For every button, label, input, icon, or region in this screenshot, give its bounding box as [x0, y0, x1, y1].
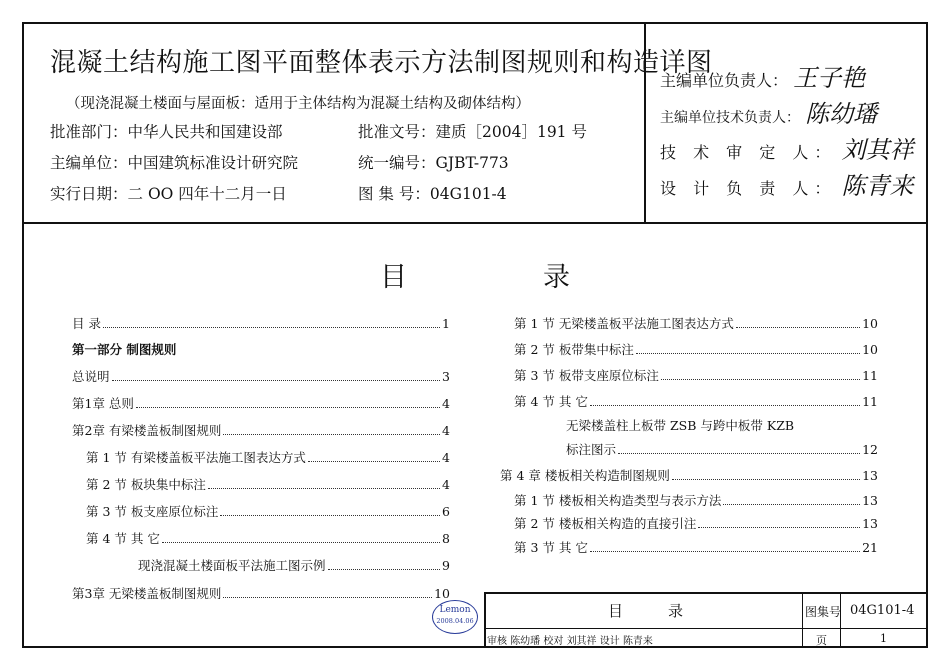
responsible-label: 主编单位负责人： [660, 71, 789, 90]
toc-entry[interactable]: 第3章 无梁楼盖板制图规则 10 [72, 586, 450, 601]
proof-label: 校对 [543, 636, 564, 647]
review-name: 陈幼璠 [510, 636, 541, 647]
signature: 王子艳 [793, 64, 866, 92]
effective-value: 二 OO 四年十二月一日 [127, 185, 287, 203]
header-divider [22, 222, 928, 224]
toc-entry[interactable]: 第 4 章 楼板相关构造制图规则 13 [500, 468, 878, 483]
editor-label: 主编单位： [50, 154, 128, 172]
toc-heading-right: 录 [543, 262, 570, 293]
page-label: 页 [816, 634, 827, 647]
effective-label: 实行日期： [50, 185, 128, 203]
responsible-label: 主编单位技术负责人： [660, 110, 800, 126]
toc-entry[interactable]: 第 3 节 板支座原位标注 6 [86, 504, 450, 519]
design-name: 陈青来 [622, 636, 653, 647]
approval-dept-value: 中华人民共和国建设部 [127, 123, 283, 141]
signature: 刘其祥 [841, 136, 914, 164]
unified-no-label: 统一编号： [358, 154, 436, 172]
approval-doc-label: 批准文号： [358, 123, 436, 141]
approval-dept-label: 批准部门： [50, 123, 128, 141]
review-label: 审核 [487, 636, 507, 647]
toc-entry[interactable]: 第 4 节 其 它 8 [86, 531, 450, 546]
atlas-subtitle: （现浇混凝土楼面与屋面板：适用于主体结构为混凝土结构及砌体结构） [66, 96, 530, 112]
sheet-title-right: 录 [668, 602, 684, 620]
responsible-label: 设 计 负 责 人： [660, 179, 837, 198]
signature: 陈幼璠 [805, 100, 878, 128]
atlas-value: 04G101-4 [850, 603, 915, 618]
approval-doc-value: 建质［2004］191 号 [435, 123, 587, 141]
toc-entry[interactable]: 第 4 节 其 它 11 [514, 394, 878, 409]
effective-row [50, 182, 287, 204]
toc-entry[interactable]: 第 3 节 板带支座原位标注 11 [514, 368, 878, 383]
toc-entry-continued: 无梁楼盖柱上板带 ZSB 与跨中板带 KZB [566, 418, 795, 433]
toc-entry[interactable]: 第 1 节 楼板相关构造类型与表示方法 13 [514, 493, 878, 508]
toc-entry[interactable]: 第 1 节 无梁楼盖板平法施工图表达方式 10 [514, 316, 878, 331]
toc-entry[interactable]: 第 3 节 其 它 21 [514, 540, 878, 555]
toc-entry[interactable]: 目 录 1 [72, 316, 450, 331]
responsible-row-tech-head [660, 94, 877, 129]
atlas-title: 混凝土结构施工图平面整体表示方法制图规则和构造详图 [50, 48, 713, 78]
design-label: 设计 [599, 636, 620, 647]
responsible-row-design-head [660, 166, 913, 201]
toc-entry[interactable]: 现浇混凝土楼面板平法施工图示例 9 [138, 558, 450, 573]
proof-name: 刘其祥 [566, 636, 597, 647]
approval-doc-row [358, 120, 587, 142]
toc-entry[interactable]: 标注图示 12 [566, 442, 878, 457]
atlas-label: 图集号 [805, 605, 842, 619]
toc-entry[interactable]: 第 2 节 板块集中标注 4 [86, 477, 450, 492]
lemon-stamp: Lemon 2008.04.06 [432, 600, 478, 634]
sheet-title-left: 目 [608, 602, 624, 620]
toc-entry[interactable]: 第1章 总则 4 [72, 396, 450, 411]
responsible-row-reviewer [660, 130, 913, 165]
toc-entry[interactable]: 第 2 节 板带集中标注 10 [514, 342, 878, 357]
responsible-label: 技 术 审 定 人： [660, 143, 837, 162]
toc-heading-left: 目 [380, 262, 407, 293]
editor-row [50, 151, 298, 173]
unified-no-row [358, 151, 509, 173]
toc-entry[interactable]: 总说明 3 [72, 369, 450, 384]
toc-part-heading: 第一部分 制图规则 [72, 342, 177, 357]
responsible-row-editor-head [660, 58, 865, 93]
unified-no-value: GJBT-773 [435, 154, 509, 172]
toc-entry[interactable]: 第2章 有梁楼盖板制图规则 4 [72, 423, 450, 438]
review-row [487, 632, 653, 647]
approval-dept-row [50, 120, 283, 142]
toc-entry[interactable]: 第 1 节 有梁楼盖板平法施工图表达方式 4 [86, 450, 450, 465]
title-block [484, 592, 928, 648]
atlas-no-row [358, 182, 507, 204]
toc-entry[interactable]: 第 2 节 楼板相关构造的直接引注 13 [514, 516, 878, 531]
editor-value: 中国建筑标准设计研究院 [127, 154, 299, 172]
page-value: 1 [880, 632, 887, 645]
atlas-no-label: 图 集 号： [358, 185, 430, 203]
atlas-no-value: 04G101-4 [429, 185, 507, 203]
signature: 陈青来 [841, 172, 914, 200]
